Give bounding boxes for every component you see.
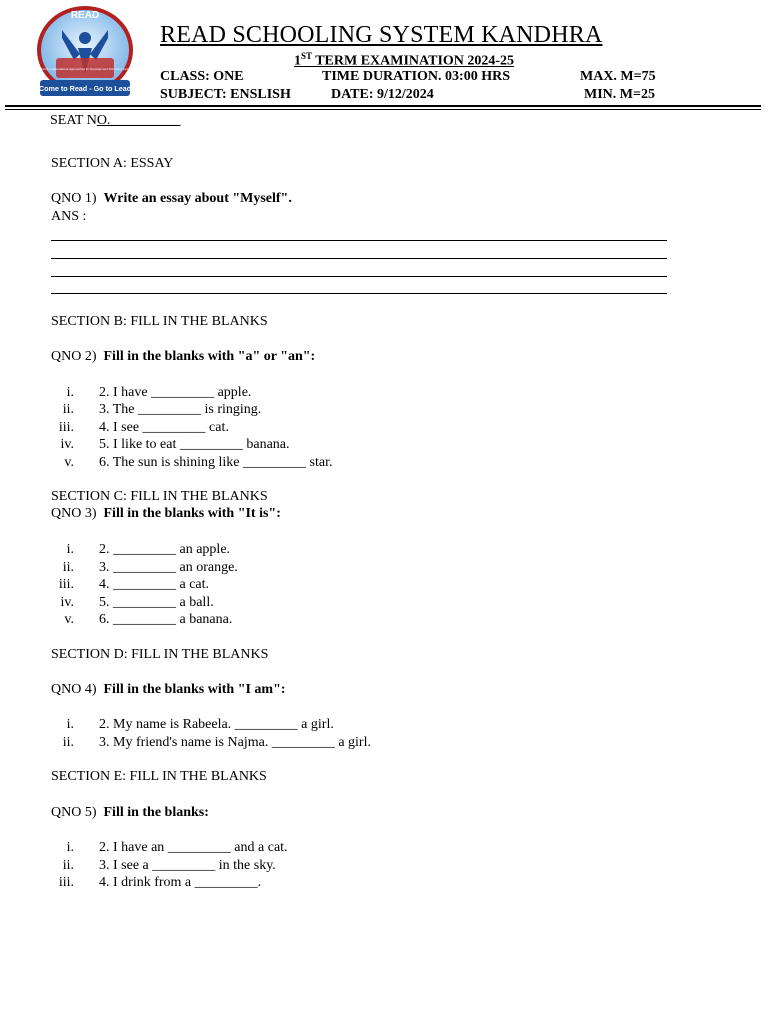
q2-label: QNO 2) — [51, 349, 97, 364]
list-item: 2. My name is Rabeela. _________ a girl. — [99, 717, 334, 732]
list-item: 5. I like to eat _________ banana. — [99, 437, 290, 452]
item-numeral: v. — [64, 612, 74, 627]
logo-read-text: READ — [70, 10, 100, 21]
q1-text: Write an essay about "Myself". — [103, 191, 292, 206]
q5-text: Fill in the blanks: — [103, 805, 209, 820]
list-item: 5. _________ a ball. — [99, 595, 214, 610]
q5-label: QNO 5) — [51, 805, 97, 820]
class-info: CLASS: ONE — [160, 69, 244, 84]
item-numeral: i. — [66, 717, 74, 732]
q2-text: Fill in the blanks with "a" or "an": — [103, 349, 316, 364]
item-numeral: v. — [64, 455, 74, 470]
school-logo — [34, 4, 136, 100]
section-e-title: SECTION E: FILL IN THE BLANKS — [51, 769, 267, 784]
logo-reforms-text: Reforms in Educational Approaches for Development Schooling System — [37, 67, 133, 71]
time-duration: TIME DURATION. 03:00 HRS — [322, 69, 510, 84]
logo-slogan: Come to Read - Go to Lead — [38, 84, 132, 93]
school-name: READ SCHOOLING SYSTEM KANDHRA — [160, 22, 603, 48]
list-item: 4. I drink from a _________. — [99, 875, 262, 890]
question-5 — [51, 805, 209, 821]
section-b-title: SECTION B: FILL IN THE BLANKS — [51, 314, 268, 329]
exam-superscript: ST — [300, 51, 312, 61]
item-numeral: ii. — [62, 560, 74, 575]
question-3 — [51, 506, 281, 522]
seat-label: SEAT N — [50, 113, 97, 128]
seat-blank: O.__________ — [96, 113, 181, 128]
question-1 — [51, 191, 292, 207]
subject-info: SUBJECT: ENSLISH — [160, 87, 291, 102]
q4-label: QNO 4) — [51, 682, 97, 697]
question-4 — [51, 682, 286, 698]
item-numeral: i. — [66, 542, 74, 557]
list-item: 4. _________ a cat. — [99, 577, 210, 592]
list-item: 4. I see _________ cat. — [99, 420, 229, 435]
exam-number: 1 — [293, 53, 301, 69]
item-numeral: ii. — [62, 735, 74, 750]
item-numeral: ii. — [62, 402, 74, 417]
item-numeral: i. — [66, 385, 74, 400]
exam-title — [160, 51, 648, 70]
answer-line — [51, 293, 667, 294]
list-item: 3. The _________ is ringing. — [99, 402, 262, 417]
answer-label: ANS : — [51, 209, 87, 224]
list-item: 2. I have _________ apple. — [99, 385, 252, 400]
item-numeral: i. — [66, 840, 74, 855]
q1-label: QNO 1) — [51, 191, 97, 206]
section-c-title: SECTION C: FILL IN THE BLANKS — [51, 489, 268, 504]
q3-label: QNO 3) — [51, 506, 97, 521]
list-item: 6. _________ a banana. — [99, 612, 233, 627]
seat-number — [50, 113, 180, 129]
section-d-title: SECTION D: FILL IN THE BLANKS — [51, 647, 269, 662]
item-numeral: iii. — [58, 875, 74, 890]
header-divider-thin — [5, 109, 761, 110]
q4-text: Fill in the blanks with "I am": — [103, 682, 286, 697]
item-numeral: iii. — [58, 577, 74, 592]
exam-date: DATE: 9/12/2024 — [331, 87, 434, 102]
item-numeral: iv. — [60, 595, 74, 610]
list-item: 3. _________ an orange. — [99, 560, 238, 575]
max-marks: MAX. M=75 — [580, 69, 656, 84]
answer-line — [51, 276, 667, 277]
header-divider — [5, 105, 761, 107]
list-item: 6. The sun is shining like _________ star. — [99, 455, 333, 470]
section-a-title: SECTION A: ESSAY — [51, 156, 174, 171]
min-marks: MIN. M=25 — [584, 87, 655, 102]
q3-text: Fill in the blanks with "It is": — [103, 506, 281, 521]
item-numeral: iii. — [58, 420, 74, 435]
list-item: 2. I have an _________ and a cat. — [99, 840, 288, 855]
item-numeral: ii. — [62, 858, 74, 873]
list-item: 2. _________ an apple. — [99, 542, 231, 557]
question-2 — [51, 349, 315, 365]
answer-line — [51, 258, 667, 259]
list-item: 3. My friend's name is Najma. _________ a girl. — [99, 735, 371, 750]
answer-line — [51, 240, 667, 241]
item-numeral: iv. — [60, 437, 74, 452]
exam-title-rest: TERM EXAMINATION 2024-25 — [311, 53, 515, 69]
list-item: 3. I see a _________ in the sky. — [99, 858, 276, 873]
